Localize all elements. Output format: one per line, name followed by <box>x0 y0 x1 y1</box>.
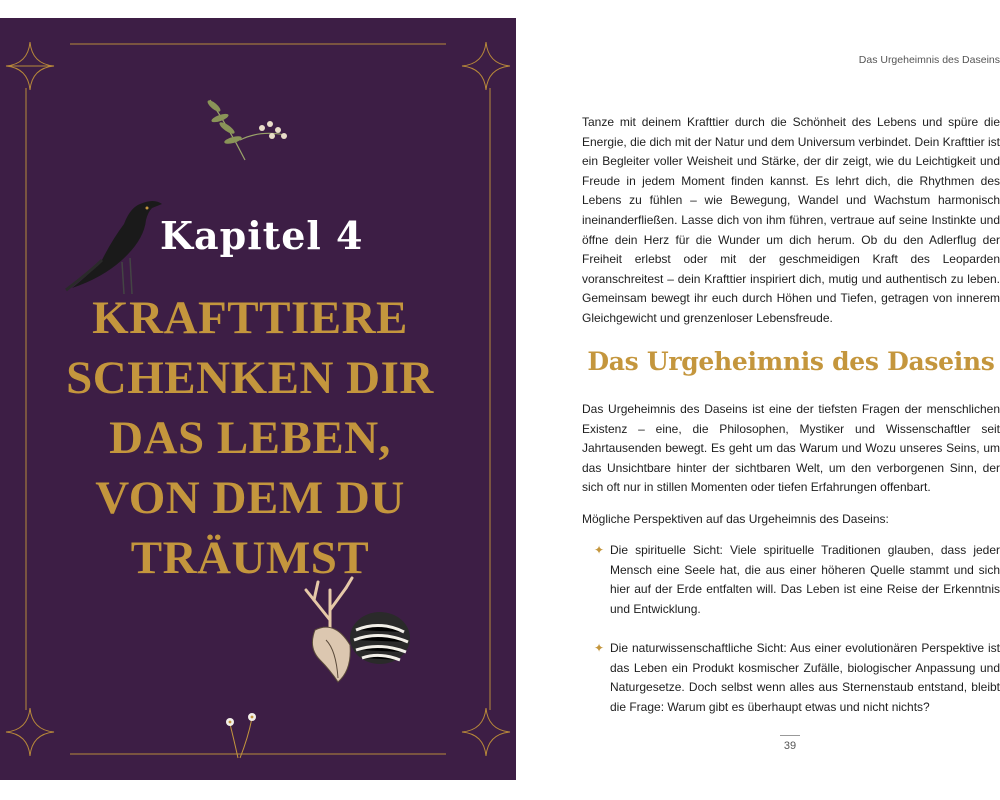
chapter-title-line: VON DEM DU <box>95 472 405 524</box>
corner-star-bottom-right <box>462 708 510 756</box>
raven-illustration <box>62 190 167 300</box>
page-number: 39 <box>783 740 797 752</box>
list-item <box>594 541 1000 619</box>
perspectives-list <box>594 541 1000 737</box>
flower-sprig-icon <box>218 710 268 760</box>
star-bullet-icon: ✦ <box>594 640 605 655</box>
section-paragraph: Das Urgeheimnis des Daseins ist eine der tiefsten Fragen der menschlichen Existenz – eine, die Philosophen, Mystiker und Wissenschaftler seit Jahrtausenden bewegt. Es geht um das Warum und Wozu unseres Seins, um das Unsichtbare hinter der sichtbaren Welt, um den verborgenen Sinn, der sich oft nur in stillen Momenten oder tiefen Erfahrungen offenbart. <box>582 402 1000 495</box>
chapter-title-line: TRÄUMST <box>130 532 370 584</box>
chapter-title-line: KRAFTTIERE <box>92 292 408 344</box>
page-number-rule <box>780 735 800 736</box>
running-header: Das Urgeheimnis des Daseins <box>858 54 1000 66</box>
chapter-title <box>40 288 460 588</box>
star-bullet-icon: ✦ <box>594 543 605 557</box>
chapter-title-line: SCHENKEN DIR <box>66 352 434 404</box>
chapter-label: Kapitel 4 <box>160 213 364 258</box>
section-heading: Das Urgeheimnis des Daseins <box>587 347 995 376</box>
intro-paragraph: Tanze mit deinem Krafttier durch die Schönheit des Lebens und spüre die Energie, die dich mit der Natur und dem Universum verbindet. Dein Krafttier ist ein Begleiter voller Weisheit und Stärke, der dir zeigt, wie du Leichtigkeit und Freude in jedem Moment finden kannst. Es lehrt dich, die Rhythmen des Lebens zu fühlen – wie Bewegung, Wandel und Wachstum harmonisch ineinanderfließen. Lasse dich von ihm führen, vertraue auf seine Instinkte und öffne dein Herz für die Wunder um dich herum. Ob du den Adlerflug der Freiheit erlebst oder mit der geschmeidigen Kraft des Leoparden voranschreitest – dein Krafttier inspiriert dich, mutig und authentisch zu leben. Gemeinsam bewegt ihr euch durch Höhen und Tiefen, getragen von innerem Gleichgewicht und grenzenloser Lebensfreude. <box>582 115 1000 325</box>
corner-star-top-right <box>462 42 510 90</box>
list-item-text: Die spirituelle Sicht: Viele spirituelle Traditionen glauben, dass jeder Mensch eine Seele hat, die aus einer höheren Quelle stammt und sich hier auf der Erde entfalten will. Das Leben ist eine Reise der Erkenntnis und Entwicklung. <box>610 543 1000 616</box>
perspectives-intro: Mögliche Perspektiven auf das Urgeheimnis des Daseins: <box>582 512 889 526</box>
corner-star-top-left <box>6 42 54 90</box>
herb-sprig-icon <box>200 90 300 170</box>
list-item <box>594 639 1000 717</box>
list-item-text: Die naturwissenschaftliche Sicht: Aus einer evolutionären Perspektive ist das Leben ein Produkt kosmischer Zufälle, biologischer Anpassung und Naturgesetze. Doch selbst wenn alles aus Sternenstaub entstand, bleibt die Frage: Warum gibt es überhaupt etwas und nicht nichts? <box>610 640 1000 714</box>
coral-and-shells-illustration <box>290 570 420 690</box>
corner-star-bottom-left <box>6 708 54 756</box>
chapter-opener-page <box>0 18 516 780</box>
chapter-title-line: DAS LEBEN, <box>109 412 391 464</box>
